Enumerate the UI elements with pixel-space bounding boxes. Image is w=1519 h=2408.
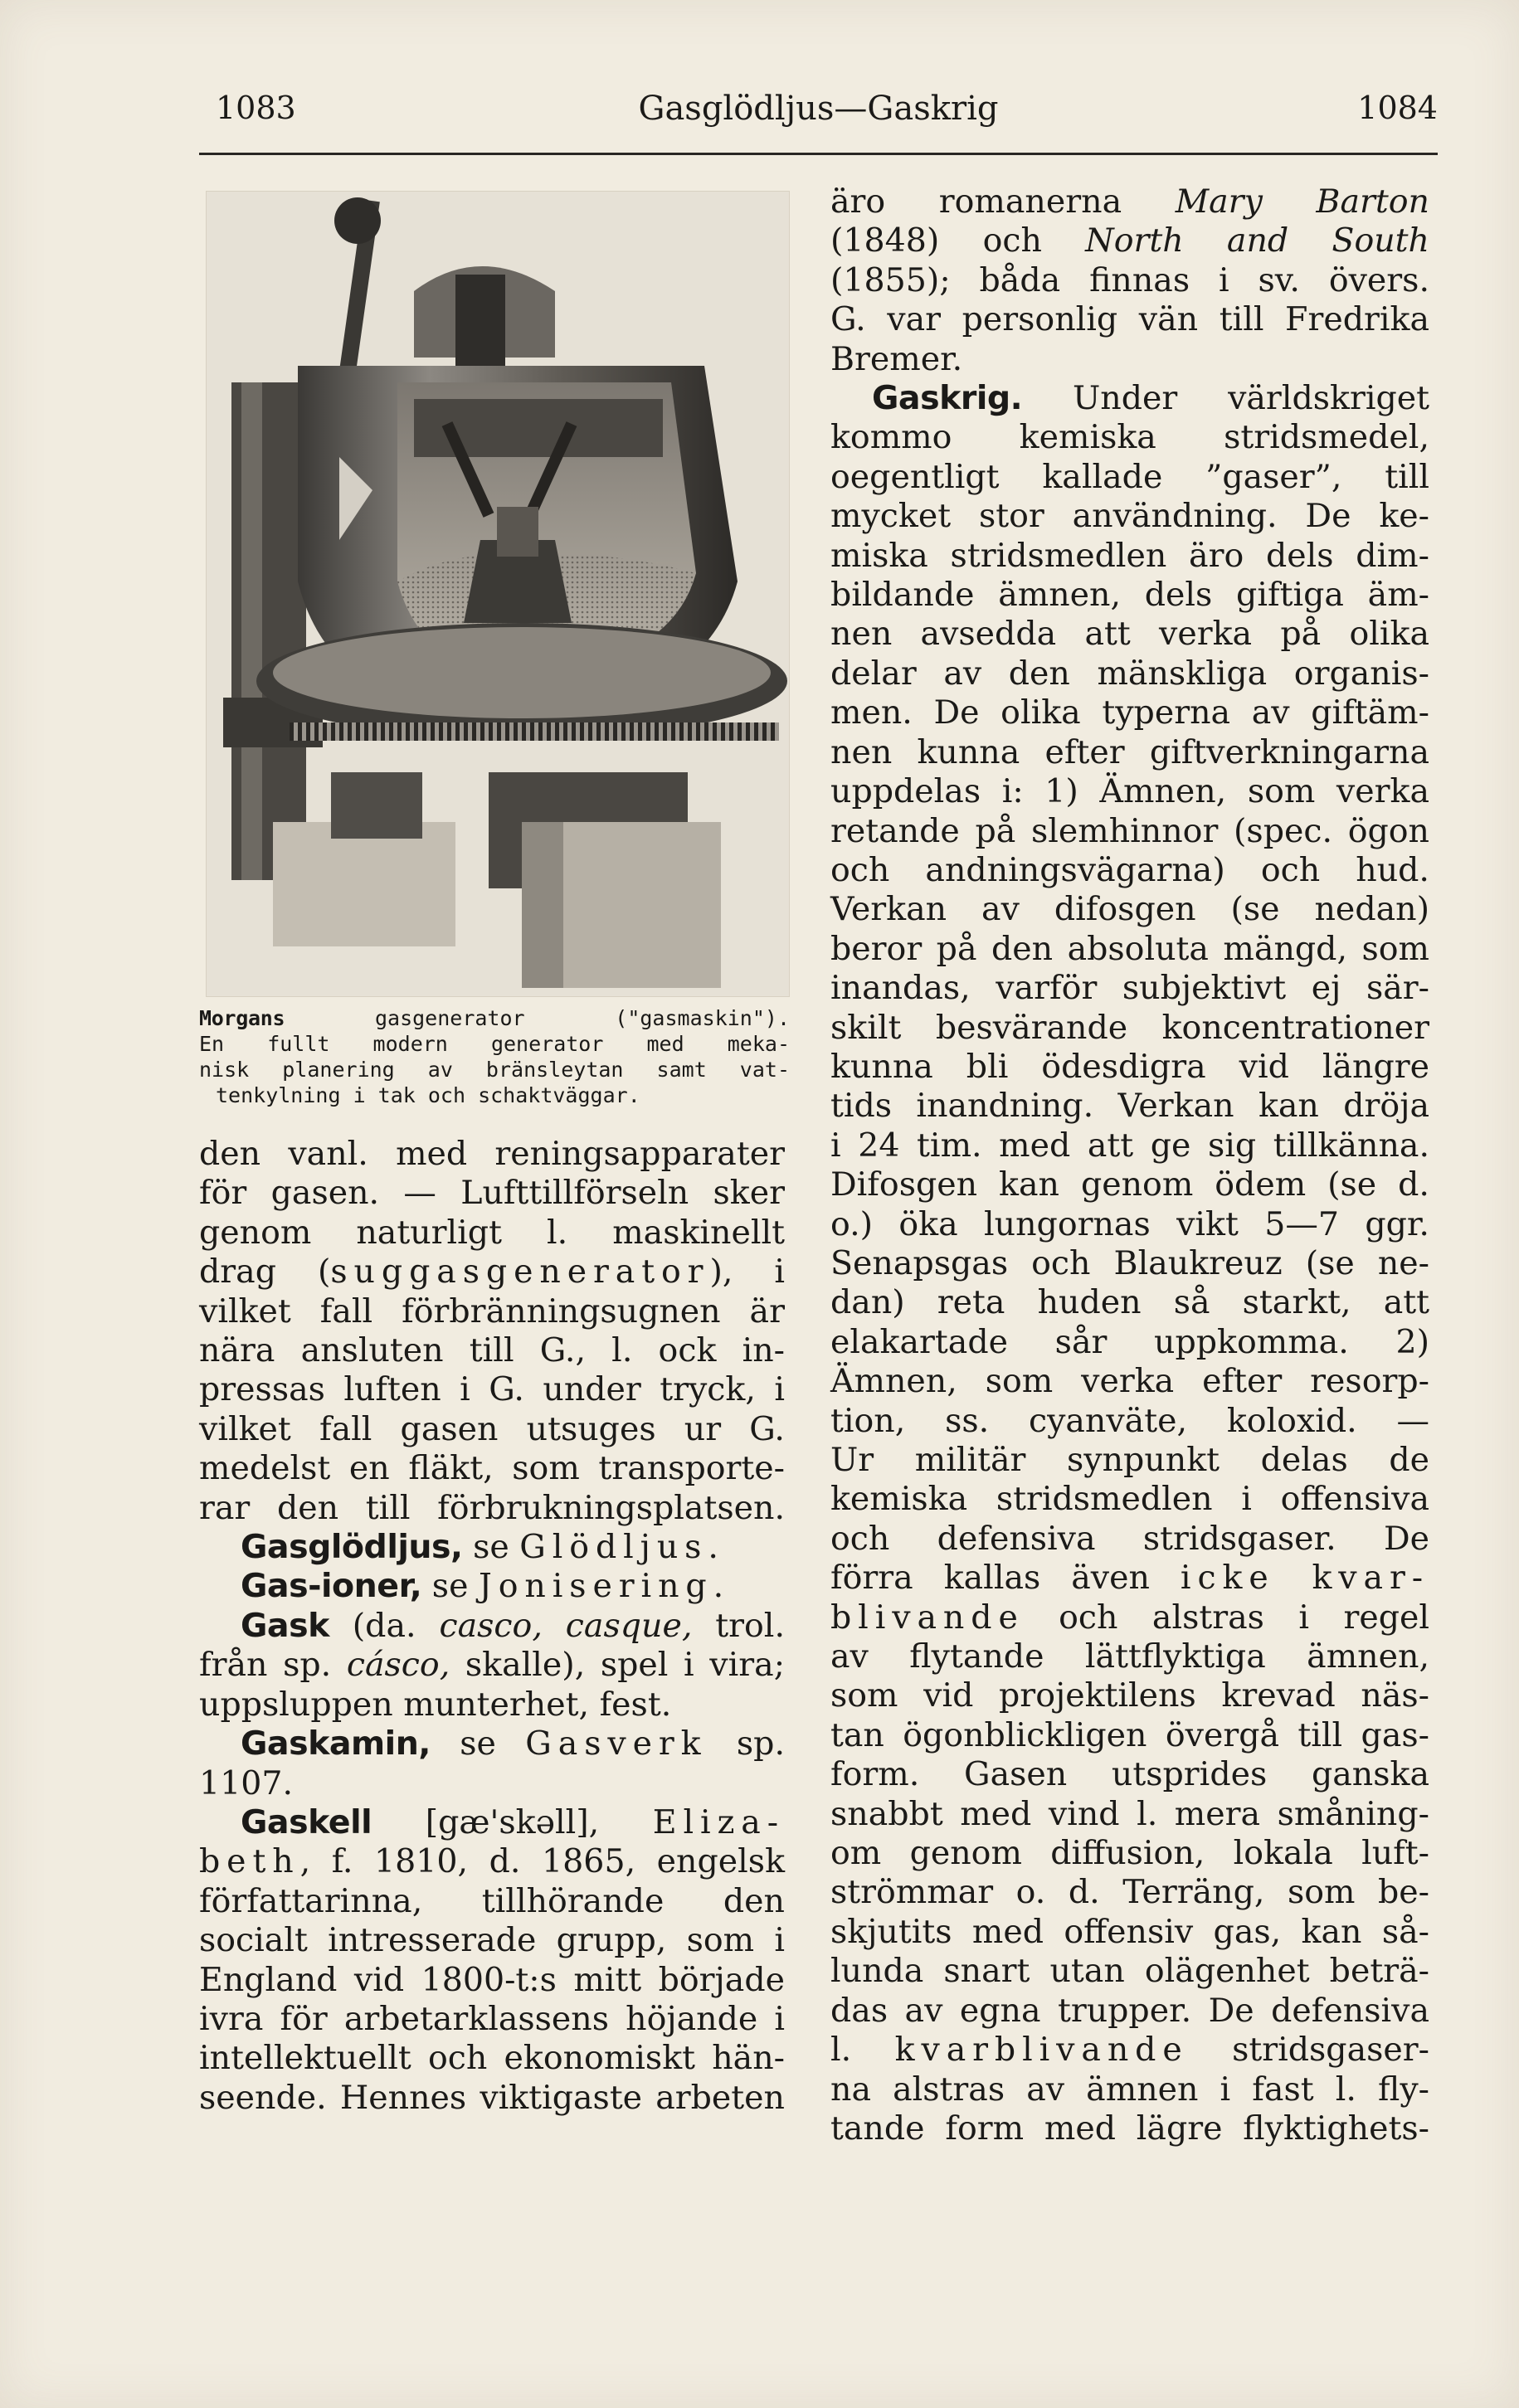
text-line: mycket stor användning. De ke- — [830, 497, 1429, 536]
text-line: oegentligt kallade ”gaser”, till — [830, 457, 1429, 496]
text-line: l. kvarblivande stridsgaser- — [830, 2031, 1430, 2070]
text-line: tids inandning. Verkan kan dröja — [830, 1087, 1429, 1126]
entry-gask: Gask (da. casco, casque, trol. — [241, 1606, 785, 1645]
entry-gasglodljus: Gasglödljus, se Glödljus. — [241, 1528, 718, 1567]
text-line: (1855); båda finnas i sv. övers. — [830, 260, 1429, 299]
text-line: das av egna trupper. De defensiva — [830, 1991, 1429, 2030]
text-line: kommo kemiska stridsmedel, — [830, 418, 1429, 457]
text-line: skilt besvärande koncentrationer — [830, 1008, 1429, 1047]
entry-gas-ioner: Gas-ioner, se Jonisering. — [241, 1567, 724, 1606]
text-line: beror på den absoluta mängd, som — [830, 929, 1429, 968]
text-line: strömmar o. d. Terräng, som be- — [830, 1873, 1429, 1912]
text-line: G. var personlig vän till Fredrika — [830, 300, 1429, 339]
text-line: skjutits med offensiv gas, kan så- — [830, 1912, 1429, 1951]
text-line: blivande och alstras i regel — [830, 1598, 1429, 1637]
text-line: delar av den mänskliga organis- — [830, 654, 1429, 693]
text-line: tande form med lägre flyktighets- — [830, 2109, 1429, 2148]
text-line: tion, ss. cyanväte, koloxid. — — [830, 1401, 1429, 1440]
entry-gaskamin: Gaskamin, se Gasverk sp. — [241, 1725, 785, 1763]
text-line: uppsluppen munterhet, fest. — [199, 1685, 672, 1724]
text-line: pressas luften i G. under tryck, i — [199, 1370, 785, 1409]
gas-generator-illustration — [206, 191, 790, 997]
text-line: nen kunna efter giftverkningarna — [830, 732, 1429, 771]
header-rule — [199, 153, 1438, 155]
text-line: nen avsedda att verka på olika — [830, 615, 1429, 654]
text-line: lunda snart utan olägenhet beträ- — [830, 1952, 1429, 1991]
text-line: form. Gasen utsprides ganska — [830, 1755, 1429, 1794]
page-number-right: 1084 — [1357, 90, 1438, 126]
right-text-column — [830, 182, 1429, 2148]
text-line: retande på slemhinnor (spec. ögon — [830, 811, 1429, 850]
text-line: (1848) och North and South — [830, 221, 1429, 260]
left-text-column — [199, 1135, 785, 2118]
text-line: nära ansluten till G., l. ock in- — [199, 1331, 785, 1370]
figure-caption: Morgans gasgenerator ("gasmaskin"). En fullt modern generator med meka- nisk planering av bränsleytan samt vat- tenkylning i tak och schaktväggar. — [199, 1006, 790, 1107]
text-line: England vid 1800-t:s mitt började — [199, 1960, 785, 1999]
text-line: Verkan av difosgen (se nedan) — [830, 890, 1429, 929]
text-line: rar den till förbrukningsplatsen. — [199, 1488, 785, 1527]
text-line: den vanl. med reningsapparater — [199, 1135, 785, 1173]
text-line: vilket fall förbränningsugnen är — [199, 1292, 785, 1330]
text-line: Senapsgas och Blaukreuz (se ne- — [830, 1243, 1429, 1282]
text-line: men. De olika typerna av giftäm- — [830, 693, 1429, 732]
text-line: na alstras av ämnen i fast l. fly- — [830, 2070, 1429, 2109]
entry-gaskell: Gaskell [gæ'skəll], Eliza- — [241, 1802, 785, 1841]
text-line: inandas, varför subjektivt ej sär- — [830, 969, 1429, 1008]
page-title: Gasglödljus—Gaskrig — [638, 90, 999, 128]
text-line: dan) reta huden så starkt, att — [830, 1283, 1429, 1322]
text-line: 1107. — [199, 1763, 294, 1802]
text-line: intellektuellt och ekonomiskt hän- — [199, 2039, 785, 2078]
text-line: kemiska stridsmedlen i offensiva — [830, 1480, 1429, 1519]
text-line: Ämnen, som verka efter resorp- — [830, 1362, 1429, 1401]
text-line: medelst en fläkt, som transporte- — [199, 1449, 785, 1488]
text-line: snabbt med vind l. mera småning- — [830, 1794, 1429, 1833]
text-line: och andningsvägarna) och hud. — [830, 850, 1429, 889]
entry-gaskrig: Gaskrig. Under världskriget — [872, 379, 1429, 418]
text-line: beth, f. 1810, d. 1865, engelsk — [199, 1842, 785, 1881]
text-line: och defensiva stridsgaser. De — [830, 1519, 1429, 1558]
text-line: drag (suggasgenerator), i — [199, 1253, 786, 1292]
text-line: ivra för arbetarklassens höjande i — [199, 1999, 785, 2038]
text-line: förra kallas även icke kvar- — [830, 1559, 1429, 1598]
text-line: socialt intresserade grupp, som i — [199, 1921, 785, 1960]
page-number-left: 1083 — [216, 90, 296, 126]
text-line: seende. Hennes viktigaste arbeten — [199, 2078, 785, 2117]
text-line: av flytande lättflyktiga ämnen, — [830, 1637, 1429, 1676]
text-line: för gasen. — Lufttillförseln sker — [199, 1174, 785, 1213]
text-line: Difosgen kan genom ödem (se d. — [830, 1165, 1429, 1204]
text-line: vilket fall gasen utsuges ur G. — [199, 1409, 785, 1448]
text-line: elakartade sår uppkomma. 2) — [830, 1322, 1429, 1361]
text-line: om genom diffusion, lokala luft- — [830, 1834, 1429, 1873]
text-line: Bremer. — [830, 339, 963, 378]
text-line: genom naturligt l. maskinellt — [199, 1213, 785, 1252]
text-line: o.) öka lungornas vikt 5—7 ggr. — [830, 1204, 1429, 1243]
text-line: uppdelas i: 1) Ämnen, som verka — [830, 772, 1429, 811]
text-line: som vid projektilens krevad näs- — [830, 1676, 1429, 1715]
text-line: tan ögonblickligen övergå till gas- — [830, 1715, 1429, 1754]
text-line: i 24 tim. med att ge sig tillkänna. — [830, 1126, 1429, 1165]
text-line: författarinna, tillhörande den — [199, 1881, 785, 1920]
text-line: bildande ämnen, dels giftiga äm- — [830, 576, 1429, 615]
base-ring — [256, 623, 787, 741]
text-line: miska stridsmedlen äro dels dim- — [830, 536, 1429, 575]
text-line: från sp. cásco, skalle), spel i vira; — [199, 1646, 785, 1685]
text-line: kunna bli ödesdigra vid längre — [830, 1047, 1429, 1086]
text-line: äro romanerna Mary Barton — [830, 182, 1429, 221]
text-line: Ur militär synpunkt delas de — [830, 1441, 1429, 1479]
running-header — [199, 90, 1438, 154]
